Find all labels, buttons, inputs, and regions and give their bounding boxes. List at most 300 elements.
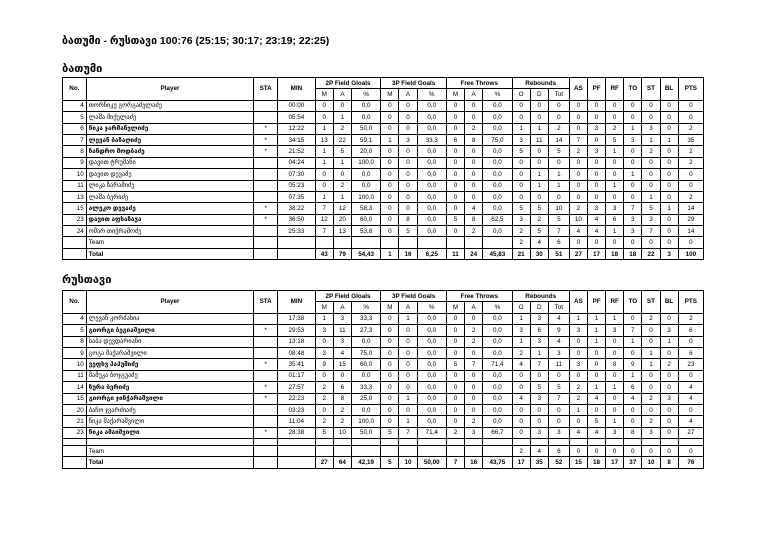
stat-to: 0 [624,112,642,123]
page-title: ბათუმი - რუსთავი 100:76 (25:15; 30:17; 23:19; 22:25) [62,35,330,47]
stat-pf: 0 [587,370,605,381]
stat-to: 0 [624,146,642,157]
stat-m2: 0 [315,404,333,415]
player-row [63,393,704,404]
header-sub-o: O [512,302,530,313]
total-stat-p3: 50,00 [417,457,446,468]
header-sub-m: M [315,89,333,100]
minutes: 25:33 [278,226,316,237]
minutes: 34:15 [278,134,316,145]
stat-m3: 0 [381,203,399,214]
player-row [63,134,704,145]
team-stat-o: 2 [512,446,530,457]
team-stat-as: 0 [569,446,587,457]
player-row [63,191,704,202]
minutes: 35:41 [278,359,316,370]
stat-st: 0 [642,112,660,123]
header-sub-pct: % [417,302,446,313]
stat-to: 6 [624,382,642,393]
stat-p2: 0,0 [351,404,380,415]
stat-st: 0 [642,325,660,336]
total-stat-bl: 3 [660,248,678,259]
header-player: Player [86,291,254,314]
stat-mft: 0 [446,416,464,427]
stat-as: 4 [569,427,587,438]
player-number: 6 [63,123,87,134]
stat-pts: 27 [678,427,703,438]
stat-d: 11 [530,134,548,145]
stat-a3: 5 [399,226,417,237]
stat-p2: 0,0 [351,169,380,180]
stat-a2: 13 [333,226,351,237]
stat-a3: 3 [399,134,417,145]
stat-m3: 0 [381,100,399,111]
stat-a3: 1 [399,313,417,324]
stat-bl: 0 [660,180,678,191]
stat-pts: 0 [678,169,703,180]
stat-p2: 100,0 [351,157,380,168]
spacer-cell [606,439,624,446]
stat-st: 1 [642,134,660,145]
stat-d: 3 [530,336,548,347]
stat-to: 0 [624,100,642,111]
stat-o: 1 [512,336,530,347]
stat-o: 4 [512,393,530,404]
stat-mft: 0 [446,336,464,347]
stat-o: 2 [512,226,530,237]
header-sub-d: D [530,89,548,100]
spacer-cell [446,439,464,446]
player-number: 10 [63,169,87,180]
minutes: 29:53 [278,325,316,336]
header-sub-a: A [465,89,483,100]
stat-d: 6 [530,325,548,336]
team-stat-m3 [381,446,399,457]
stat-rf: 1 [606,382,624,393]
stat-aft: 0 [465,146,483,157]
team-stat-p3 [417,237,446,248]
player-number: 24 [63,226,87,237]
player-row [63,359,704,370]
stat-m3: 0 [381,370,399,381]
spacer-cell [351,439,380,446]
stat-m2: 2 [315,416,333,427]
stat-pf: 4 [587,214,605,225]
stat-st: 0 [642,180,660,191]
stat-tot: 0 [548,370,569,381]
player-row [63,313,704,324]
stat-p3: 0,0 [417,157,446,168]
stat-tot: 14 [548,134,569,145]
stat-bl: 0 [660,157,678,168]
stat-as: 0 [569,123,587,134]
stat-d: 2 [530,214,548,225]
total-stat-a3: 16 [399,248,417,259]
spacer-cell [399,439,417,446]
stat-bl: 3 [660,393,678,404]
stat-p3: 0,0 [417,226,446,237]
team-row-sta [254,237,278,248]
stat-a3: 0 [399,146,417,157]
stat-pft: 0,0 [483,191,512,202]
stat-pf: 1 [587,336,605,347]
total-stat-as: 27 [569,248,587,259]
total-label: Total [86,248,254,259]
stat-pts: 2 [678,157,703,168]
starter-mark: * [254,214,278,225]
stat-to: 0 [624,180,642,191]
team-stat-a2 [333,237,351,248]
stat-m3: 0 [381,325,399,336]
stat-d: 5 [530,226,548,237]
stat-a3: 1 [399,416,417,427]
stat-rf: 1 [606,226,624,237]
header-sub-tot: Tot [548,89,569,100]
player-row [63,146,704,157]
stat-aft: 2 [465,123,483,134]
player-name: ნიკა შაქარაშვილი [86,416,254,427]
player-row [63,404,704,415]
player-row [63,214,704,225]
header-st: ST [642,78,660,101]
stat-p2: 58,3 [351,203,380,214]
spacer-cell [278,439,316,446]
team-row-min [278,237,316,248]
stat-o: 0 [512,157,530,168]
stat-a3: 0 [399,180,417,191]
stat-to: 9 [624,359,642,370]
minutes: 03:23 [278,404,316,415]
stat-m3: 0 [381,146,399,157]
stat-m2: 0 [315,336,333,347]
minutes: 07:35 [278,191,316,202]
stat-pft: 0,0 [483,404,512,415]
stat-pf: 0 [587,112,605,123]
stat-a2: 2 [333,123,351,134]
stat-p3: 0,0 [417,393,446,404]
stat-p3: 0,0 [417,146,446,157]
stat-a3: 0 [399,123,417,134]
header-free-throws: Free Throws [446,291,512,302]
stat-to: 0 [624,313,642,324]
stat-m3: 5 [381,427,399,438]
stat-mft: 0 [446,393,464,404]
spacer-cell [483,439,512,446]
stat-d: 0 [530,112,548,123]
starter-mark [254,416,278,427]
stat-st: 3 [642,123,660,134]
stat-bl: 3 [660,325,678,336]
stat-mft: 5 [446,359,464,370]
stat-tot: 4 [548,336,569,347]
player-row [63,123,704,134]
stat-pts: 4 [678,382,703,393]
spacer-cell [569,439,587,446]
stat-rf: 3 [606,325,624,336]
stat-a2: 1 [333,191,351,202]
header-sub-tot: Tot [548,302,569,313]
stat-rf: 1 [606,416,624,427]
stat-mft: 0 [446,203,464,214]
team-stat-p2 [351,237,380,248]
player-row [63,416,704,427]
starter-mark [254,336,278,347]
total-stat-tot: 51 [548,248,569,259]
stat-rf: 0 [606,347,624,358]
total-stat-o: 17 [512,457,530,468]
header-sub-pct: % [351,89,380,100]
stat-d: 5 [530,382,548,393]
total-stat-pts: 100 [678,248,703,259]
team-stat-d: 4 [530,446,548,457]
header-sub-d: D [530,302,548,313]
spacer-cell [548,439,569,446]
stat-p3: 0,0 [417,100,446,111]
player-row [63,370,704,381]
minutes: 05:54 [278,112,316,123]
stat-st: 2 [642,313,660,324]
starter-mark [254,191,278,202]
stat-rf: 5 [606,134,624,145]
stat-m3: 0 [381,214,399,225]
team-row-no [63,446,87,457]
stat-bl: 0 [660,169,678,180]
stat-pts: 2 [678,146,703,157]
stat-aft: 2 [465,336,483,347]
starter-mark: * [254,146,278,157]
stat-rf: 1 [606,180,624,191]
stat-pts: 4 [678,393,703,404]
stat-o: 3 [512,134,530,145]
stat-st: 0 [642,404,660,415]
stat-p2: 27,3 [351,325,380,336]
player-number: 5 [63,325,87,336]
stat-p3: 33,3 [417,134,446,145]
stat-as: 2 [569,393,587,404]
stat-bl: 0 [660,404,678,415]
stat-d: 1 [530,169,548,180]
stat-pts: 4 [678,416,703,427]
total-stat-st: 10 [642,457,660,468]
total-stat-m3: 1 [381,248,399,259]
player-row [63,336,704,347]
stat-pft: 75,0 [483,134,512,145]
stat-as: 1 [569,404,587,415]
stat-mft: 0 [446,157,464,168]
stat-pft: 0,0 [483,382,512,393]
stat-mft: 6 [446,134,464,145]
stat-rf: 1 [606,313,624,324]
stat-pft: 62,5 [483,214,512,225]
team-stat-tot: 6 [548,237,569,248]
header-rebounds: Rebounds [512,78,569,89]
stat-tot: 5 [548,382,569,393]
stat-rf: 3 [606,203,624,214]
stat-a3: 0 [399,404,417,415]
stat-m2: 5 [315,427,333,438]
stat-p3: 0,0 [417,325,446,336]
stat-rf: 0 [606,169,624,180]
team-stat-as: 0 [569,237,587,248]
total-stat-st: 22 [642,248,660,259]
stat-pf: 0 [587,404,605,415]
header-as: AS [569,78,587,101]
stat-st: 0 [642,169,660,180]
stat-as: 4 [569,226,587,237]
stat-aft: 0 [465,313,483,324]
team-row-sta [254,446,278,457]
stat-tot: 2 [548,123,569,134]
team-stat-pf: 0 [587,237,605,248]
stat-m2: 0 [315,100,333,111]
stat-pts: 0 [678,180,703,191]
stat-a2: 15 [333,359,351,370]
stat-d: 5 [530,203,548,214]
header-no: No. [63,78,87,101]
stat-bl: 0 [660,347,678,358]
stat-m2: 3 [315,325,333,336]
stat-m3: 0 [381,226,399,237]
team-stat-tot: 6 [548,446,569,457]
stat-m2: 1 [315,157,333,168]
player-number: 11 [63,180,87,191]
header-bl: BL [660,78,678,101]
stat-pf: 3 [587,146,605,157]
minutes: 04:24 [278,157,316,168]
stat-p2: 20,0 [351,146,380,157]
stat-mft: 0 [446,382,464,393]
stat-tot: 11 [548,359,569,370]
starter-mark [254,180,278,191]
stat-m2: 0 [315,112,333,123]
stat-d: 7 [530,359,548,370]
stat-st: 3 [642,214,660,225]
stat-m2: 3 [315,347,333,358]
stat-mft: 0 [446,180,464,191]
stat-a3: 0 [399,325,417,336]
header-sub-o: O [512,89,530,100]
stat-to: 1 [624,169,642,180]
stat-aft: 8 [465,214,483,225]
stat-o: 3 [512,325,530,336]
stat-as: 0 [569,100,587,111]
player-number: 15 [63,393,87,404]
stat-to: 4 [624,393,642,404]
total-stat-mft: 7 [446,457,464,468]
player-name: ლევან კორძახია [86,313,254,324]
header-min: MIN [278,78,316,101]
stat-to: 7 [624,325,642,336]
stat-mft: 0 [446,191,464,202]
stat-mft: 0 [446,112,464,123]
stat-rf: 0 [606,157,624,168]
stat-tot: 7 [548,226,569,237]
stat-tot: 0 [548,157,569,168]
stat-st: 1 [642,359,660,370]
player-name: თორნიკე გორგაძელაძე [86,100,254,111]
minutes: 28:38 [278,427,316,438]
player-name: ლიკა ზარამიძე [86,180,254,191]
player-number: 23 [63,427,87,438]
stat-pts: 0 [678,370,703,381]
stat-p2: 100,0 [351,416,380,427]
stat-a3: 7 [399,427,417,438]
player-number: 8 [63,336,87,347]
stat-pft: 0,0 [483,336,512,347]
stat-m3: 0 [381,347,399,358]
team-stat-pf: 0 [587,446,605,457]
stat-aft: 0 [465,191,483,202]
stat-to: 0 [624,404,642,415]
stat-mft: 0 [446,325,464,336]
player-number: 5 [63,112,87,123]
minutes: 27:57 [278,382,316,393]
stat-a3: 0 [399,370,417,381]
total-stat-pft: 43,75 [483,457,512,468]
starter-mark: * [254,325,278,336]
player-number: 7 [63,134,87,145]
header-sub-m: M [446,89,464,100]
stat-p3: 0,0 [417,359,446,370]
stat-to: 0 [624,347,642,358]
starter-mark [254,169,278,180]
total-sta [254,248,278,259]
header-sta: STA [254,291,278,314]
stat-rf: 1 [606,146,624,157]
stat-a2: 20 [333,214,351,225]
stat-bl: 0 [660,123,678,134]
team-stat-st: 0 [642,237,660,248]
stat-as: 0 [569,112,587,123]
stat-a2: 2 [333,416,351,427]
stat-p2: 60,0 [351,359,380,370]
total-stat-pf: 18 [587,457,605,468]
stat-rf: 0 [606,370,624,381]
stat-a3: 8 [399,214,417,225]
stat-bl: 1 [660,134,678,145]
stat-aft: 2 [465,226,483,237]
stat-rf: 0 [606,393,624,404]
player-number: 4 [63,313,87,324]
total-stat-pts: 76 [678,457,703,468]
stat-a3: 0 [399,157,417,168]
stat-rf: 0 [606,100,624,111]
header-sub-a: A [399,89,417,100]
stat-aft: 8 [465,134,483,145]
header-sub-a: A [333,89,351,100]
total-stat-to: 18 [624,248,642,259]
stat-m3: 0 [381,123,399,134]
starter-mark [254,313,278,324]
player-name: ზურა ბერიძე [86,382,254,393]
total-min [278,457,316,468]
stat-st: 5 [642,203,660,214]
stat-m3: 0 [381,393,399,404]
stat-rf: 8 [606,359,624,370]
header-rebounds: Rebounds [512,291,569,302]
stat-tot: 7 [548,393,569,404]
stat-o: 4 [512,359,530,370]
player-name: გიორგი ბეგიაშვილი [86,325,254,336]
team-stat-to: 0 [624,237,642,248]
team-stat-to: 0 [624,446,642,457]
header-3p-field-goals: 3P Field Goals [381,78,447,89]
stat-a2: 0 [333,100,351,111]
stat-p3: 0,0 [417,336,446,347]
stat-pts: 0 [678,404,703,415]
total-stat-a2: 64 [333,457,351,468]
player-name: დავით ტრუმანი [86,157,254,168]
